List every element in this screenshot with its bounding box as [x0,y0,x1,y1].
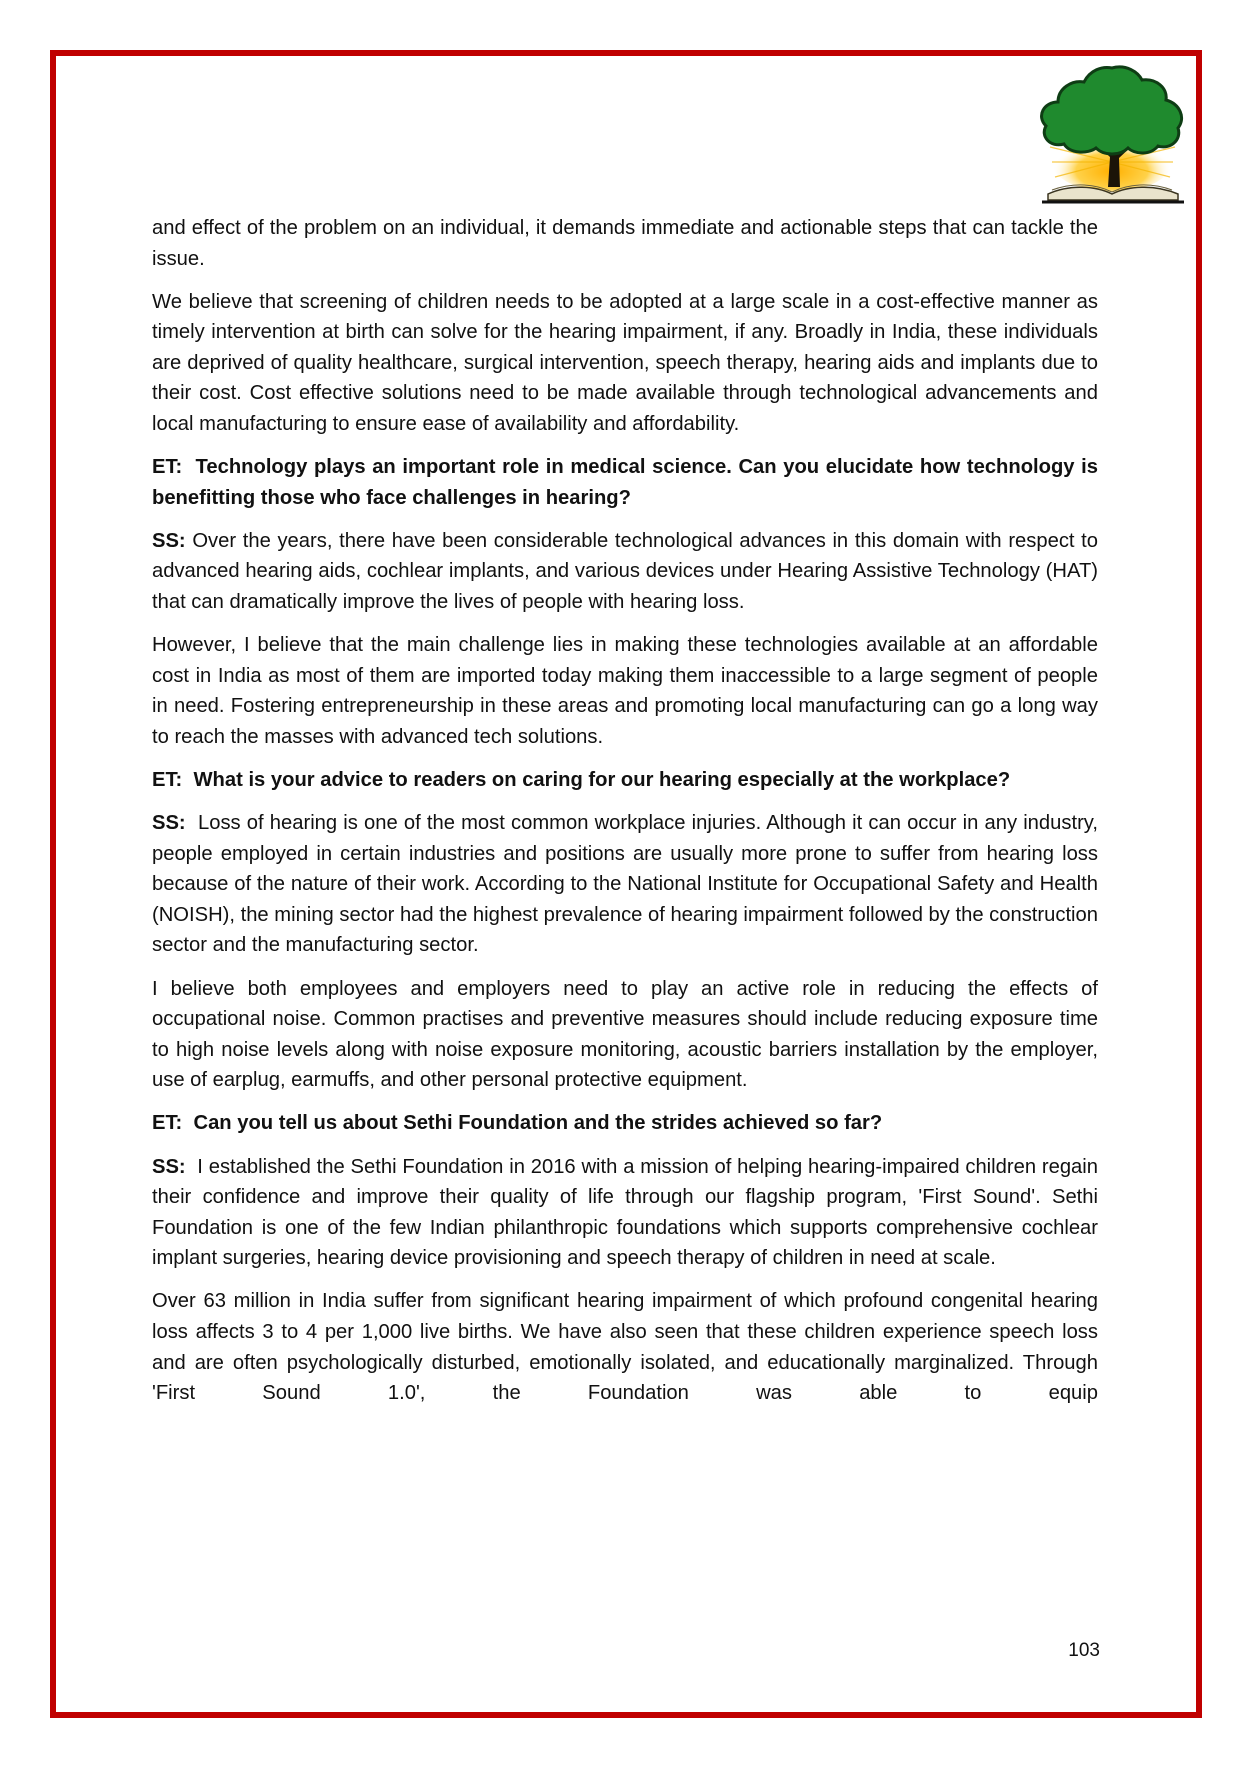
question-text: Can you tell us about Sethi Foundation and the strides achieved so far? [193,1112,883,1135]
article-body [152,213,1098,1421]
question-text: What is your advice to readers on caring for our hearing especially at the workplace? [193,769,1011,791]
answer-text: I established the Sethi Foundation in 2016 with a mission of helping hearing-impaired children regain their confidence and improve their quality of life through our flagship program, 'First Sound'. Sethi Foundation is one of the few Indian philanthropic foundations which supports comprehensive cochlear implant surgeries, hearing device provisioning and speech therapy of children in need at scale. [152,1155,1098,1270]
paragraph-text: I believe both employees and employers need to play an active role in reducing the effects of occupational noise. Common practises and preventive measures should include reducing exposure time to high noise levels along with noise exposure monitoring, acoustic barriers installation by the employer, use of earplug, earmuffs, and other personal protective equipment. [152,977,1098,1092]
paragraph-text: Over 63 million in India suffer from significant hearing impairment of which profound congenital hearing loss affects 3 to 4 per 1,000 live births. We have also seen that these children experience speech loss and are often psychologically disturbed, emotionally isolated, and educationally marginalized. Through 'First Sound 1.0', the Foundation was able to equip [152,1290,1098,1405]
paragraph-text: However, I believe that the main challenge lies in making these technologies available at an affordable cost in India as most of them are imported today making them inaccessible to a large segment of people in need. Fostering entrepreneurship in these areas and promoting local manufacturing can go a long way to reach the masses with advanced tech solutions. [152,634,1098,748]
paragraph-text: We believe that screening of children needs to be adopted at a large scale in a cost-effective manner as timely intervention at birth can solve for the hearing impairment, if any. Broadly in India, these individuals are deprived of quality healthcare, surgical intervention, speech therapy, hearing aids and implants due to their cost. Cost effective solutions need to be made available through technological advancements and local manufacturing to ensure ease of availability and affordability. [152,290,1098,436]
paragraph [152,974,1098,1096]
paragraph [152,630,1098,752]
page-number: 103 [1068,1640,1100,1661]
speaker-label: SS: [152,812,186,835]
paragraph [152,1286,1098,1408]
interview-question [152,452,1098,513]
paragraph [152,287,1098,440]
speaker-label: ET: [152,1112,183,1135]
speaker-label: ET: [152,456,183,479]
interview-answer [152,808,1098,961]
answer-text: Loss of hearing is one of the most common workplace injuries. Although it can occur in any industry, people employed in certain industries and positions are usually more prone to suffer from hearing loss because of the nature of their work. According to the National Institute for Occupational Safety and Health (NOISH), the mining sector had the highest prevalence of hearing impairment followed by the construction sector and the manufacturing sector. [152,812,1098,957]
tree-book-logo-icon [1030,62,1195,212]
speaker-label: SS: [152,1155,186,1178]
interview-answer [152,1152,1098,1274]
answer-text: Over the years, there have been considerable technological advances in this domain with respect to advanced hearing aids, cochlear implants, and various devices under Hearing Assistive Technology (HAT) that can dramatically improve the lives of people with hearing loss. [152,529,1099,614]
question-text: Technology plays an important role in medical science. Can you elucidate how technology is benefitting those who face challenges in hearing? [152,456,1098,509]
interview-question [152,1108,1098,1139]
speaker-label: ET: [152,769,183,791]
interview-answer [152,526,1098,618]
interview-question [152,765,1098,796]
speaker-label: SS: [152,529,186,552]
paragraph [152,213,1098,274]
paragraph-text: and effect of the problem on an individual, it demands immediate and actionable steps that can tackle the issue. [152,217,1098,270]
